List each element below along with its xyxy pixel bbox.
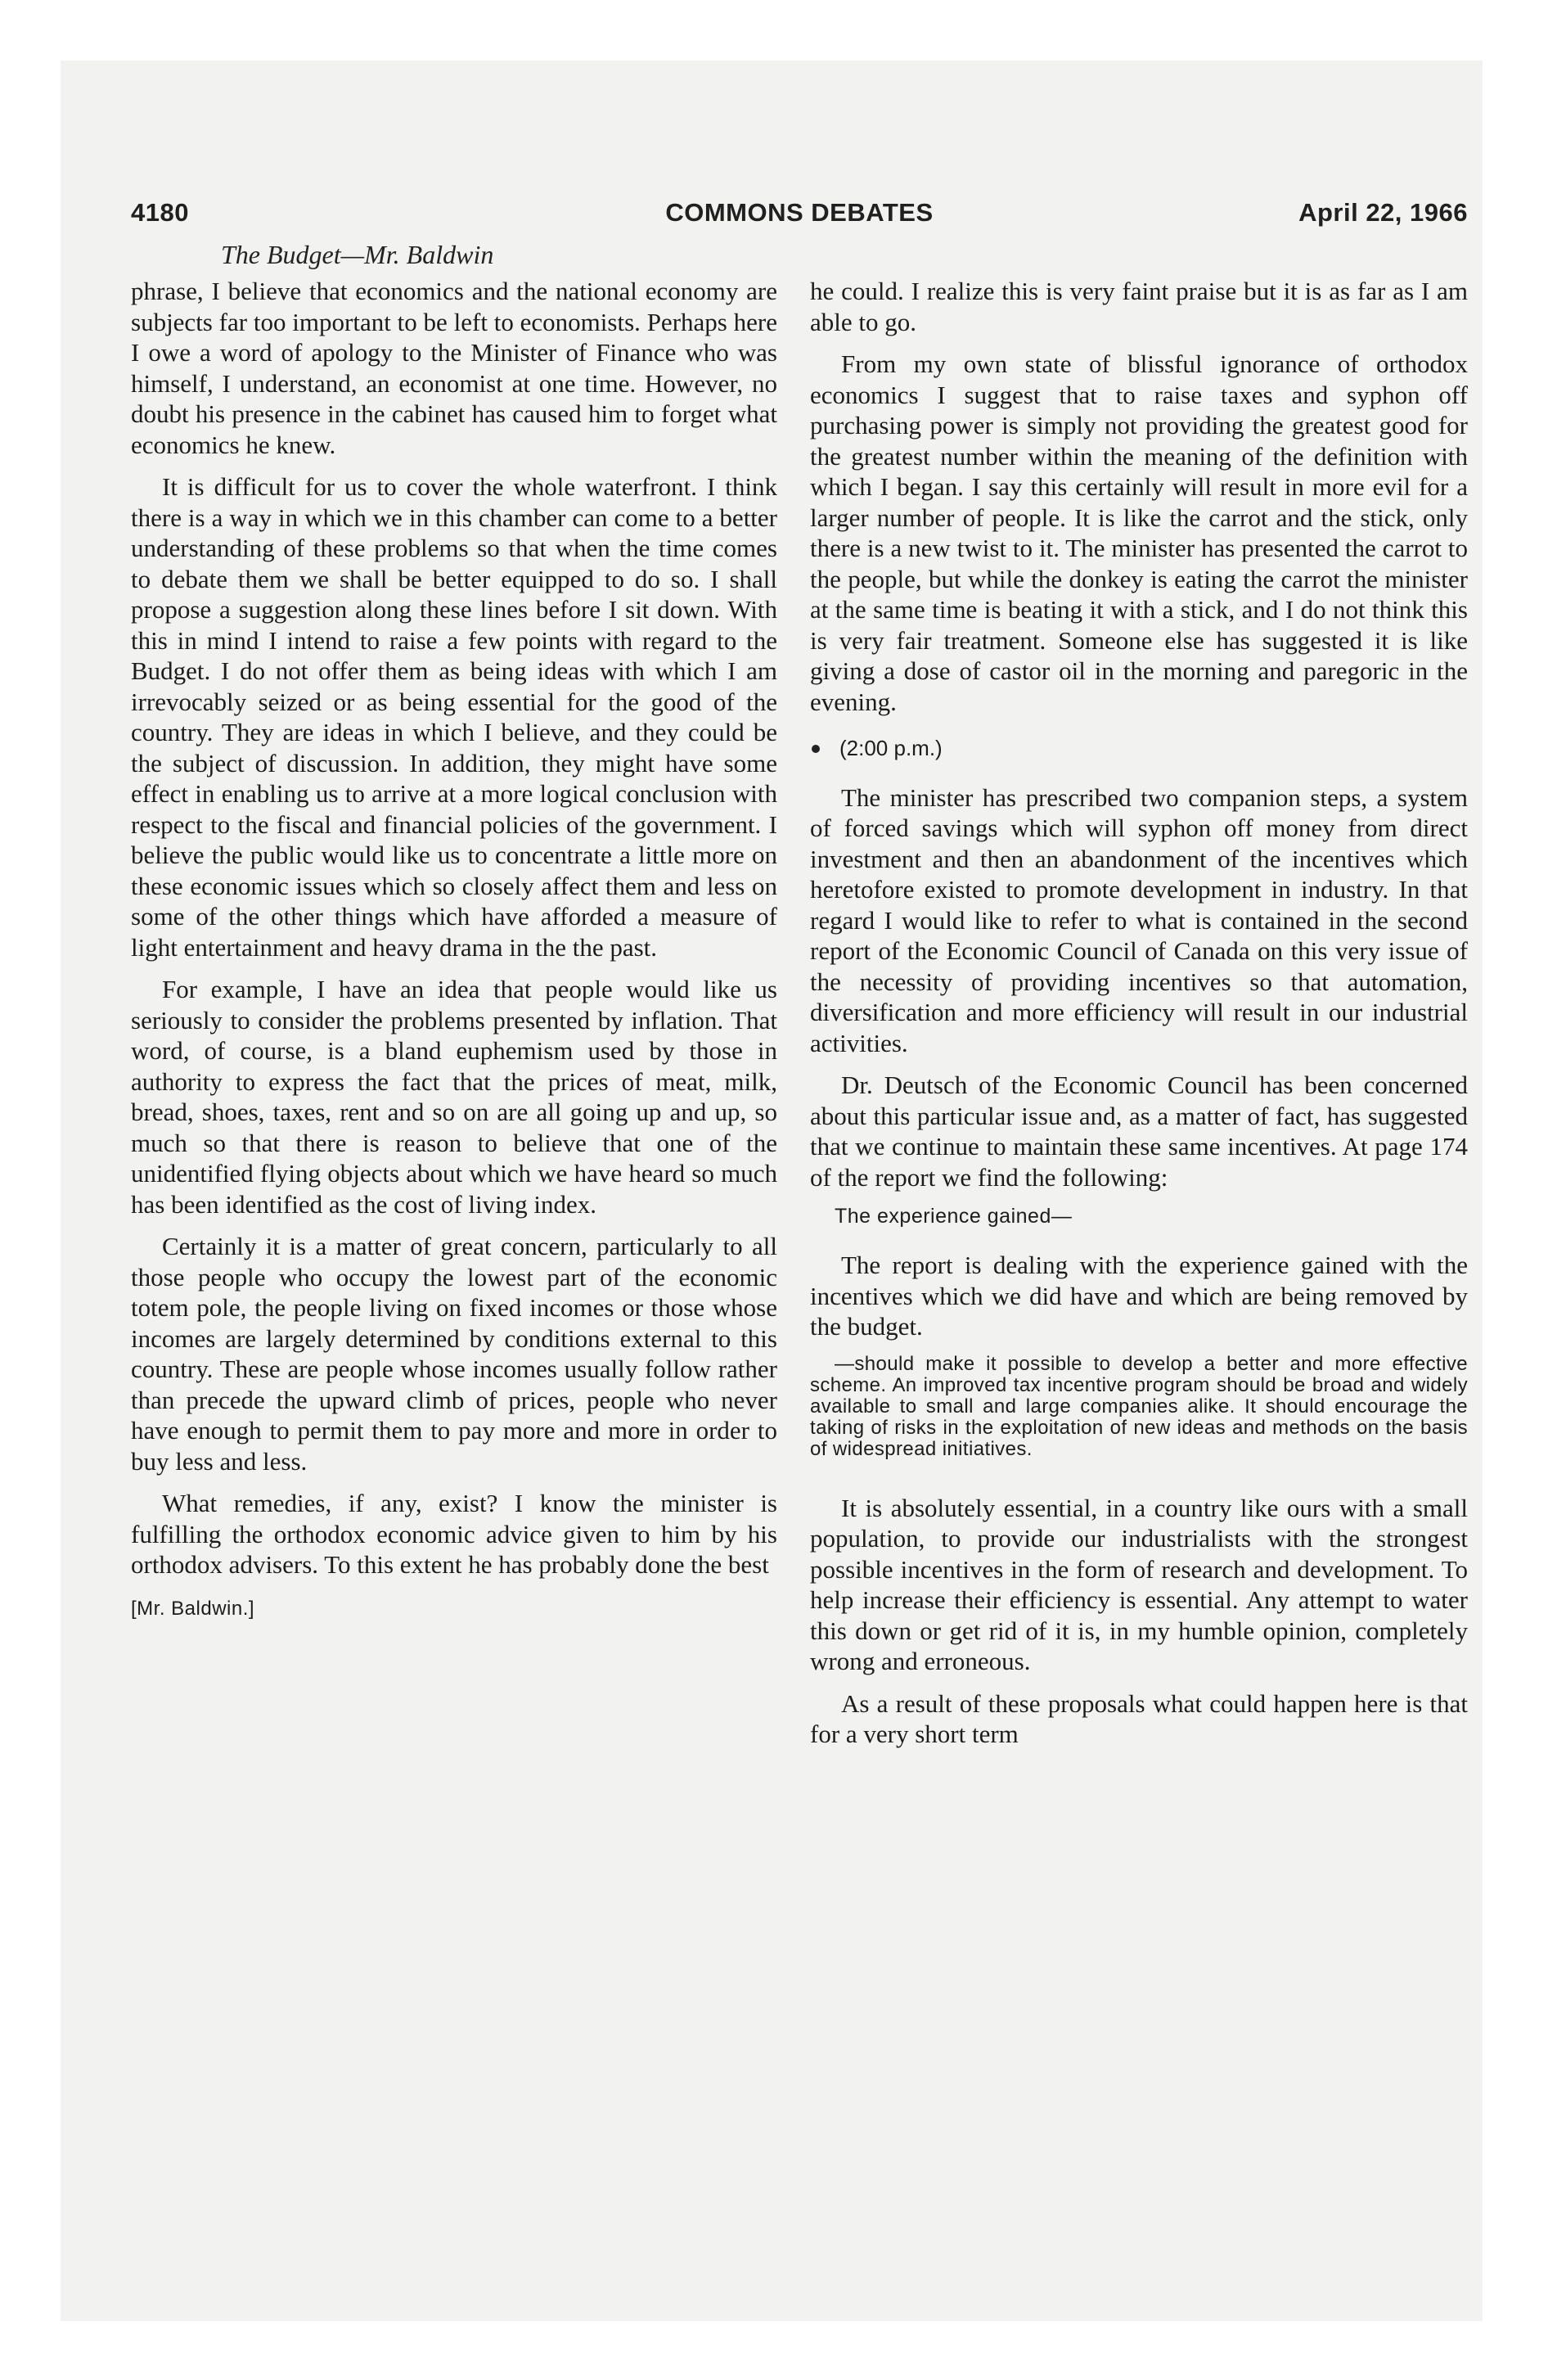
paragraph: It is difficult for us to cover the whole waterfront. I think there is a way in which we in this chamber can come to a better understanding of these problems so that when the time comes to debate them we shall be better equipped to do so. I shall propose a suggestion along these lines before I sit down. With this in mind I intend to raise a few points with regard to the Budget. I do not offer them as being ideas with which I am irrevocably seized or as being essential for the good of the country. They are ideas in which I believe, and they could be the subject of discussion. In addition, they might have some effect in enabling us to arrive at a more logical conclusion with respect to the fiscal and financial policies of the government. I believe the public would like us to concentrate a little more on these economic issues which so closely affect them and less on some of the other things which have afforded a measure of light entertainment and heavy drama in the the past. [131, 472, 777, 962]
left-column [131, 276, 777, 1624]
paragraph: From my own state of blissful ignorance of orthodox economics I suggest that to raise taxes and syphon off purchasing power is simply not providing the greatest good for the greatest number within the meaning of the definition with which I began. I say this certainly will result in more evil for a larger number of people. It is like the carrot and the stick, only there is a new twist to it. The minister has presented the carrot to the people, but while the donkey is eating the carrot the minister at the same time is beating it with a stick, and I do not think this is very fair treatment. Someone else has suggested it is like giving a dose of castor oil in the morning and paregoric in the evening. [810, 349, 1468, 716]
page-number: 4180 [131, 198, 189, 227]
header-date: April 22, 1966 [1298, 198, 1468, 227]
paragraph: For example, I have an idea that people would like us seriously to consider the problems presented by inflation. That word, of course, is a bland euphemism used by those in authority to express the fact that the prices of meat, milk, bread, shoes, taxes, rent and so on are all going up and up, so much so that there is reason to believe that one of the unidentified flying objects about which we have heard so much has been identified as the cost of living index. [131, 975, 777, 1219]
paragraph: The minister has prescribed two companion steps, a system of forced savings which will syphon off money from direct investment and then an abandonment of the incentives which heretofore existed to promote development in industry. In that regard I would like to refer to what is contained in the second report of the Economic Council of Canada on this very issue of the necessity of providing incentives so that automation, diversification and more efficiency will result in our industrial activities. [810, 782, 1468, 1057]
quotation-short: The experience gained— [835, 1205, 1073, 1228]
timestamp-text: (2:00 p.m.) [839, 736, 943, 760]
paragraph: It is absolutely essential, in a country like ours with a small population, to provide our industrialists with the strongest possible incentives in the form of research and development. To help increase their efficiency is essential. Any attempt to water this down or get rid of it is, in my humble opinion, completely wrong and erroneous. [810, 1493, 1468, 1675]
quotation-block: —should make it possible to develop a better and more effective scheme. An improved tax incentive program should be broad and widely available to small and large companies alike. It should encourage the taking of risks in the exploitation of new ideas and methods on the basis of widespread initiatives. [810, 1352, 1468, 1460]
running-title: COMMONS DEBATES [665, 198, 934, 227]
page-header [131, 198, 1468, 239]
paragraph: he could. I realize this is very faint praise but it is as far as I am able to go. [810, 277, 1468, 336]
right-column [810, 276, 1468, 1761]
section-subheading: The Budget—Mr. Baldwin [221, 240, 494, 269]
timestamp [810, 733, 1468, 764]
paragraph: What remedies, if any, exist? I know the minister is fulfilling the orthodox economic advice given to him by his orthodox advisers. To this extent he has probably done the best [131, 1489, 777, 1579]
speaker-footer: [Mr. Baldwin.] [131, 1597, 255, 1620]
paragraph: The report is dealing with the experience gained with the incentives which we did have and which are being removed by the budget. [810, 1251, 1468, 1341]
paragraph: Certainly it is a matter of great concern, particularly to all those people who occupy the lowest part of the economic totem pole, the people living on fixed incomes or those whose incomes are largely determined by conditions external to this country. These are people whose incomes usually follow rather than precede the upward climb of prices, people who never have enough to permit them to pay more and more in order to buy less and less. [131, 1232, 777, 1476]
paragraph: As a result of these proposals what could happen here is that for a very short term [810, 1688, 1468, 1748]
bullet-dot-icon [812, 745, 820, 753]
paragraph: Dr. Deutsch of the Economic Council has been concerned about this particular issue and, as a matter of fact, has suggested that we continue to maintain these same incentives. At page 174 of the report we find the following: [810, 1071, 1468, 1192]
paragraph: phrase, I believe that economics and the national economy are subjects far too important to be left to economists. Perhaps here I owe a word of apology to the Minister of Finance who was himself, I understand, an economist at one time. However, no doubt his presence in the cabinet has caused him to forget what economics he knew. [131, 277, 777, 459]
